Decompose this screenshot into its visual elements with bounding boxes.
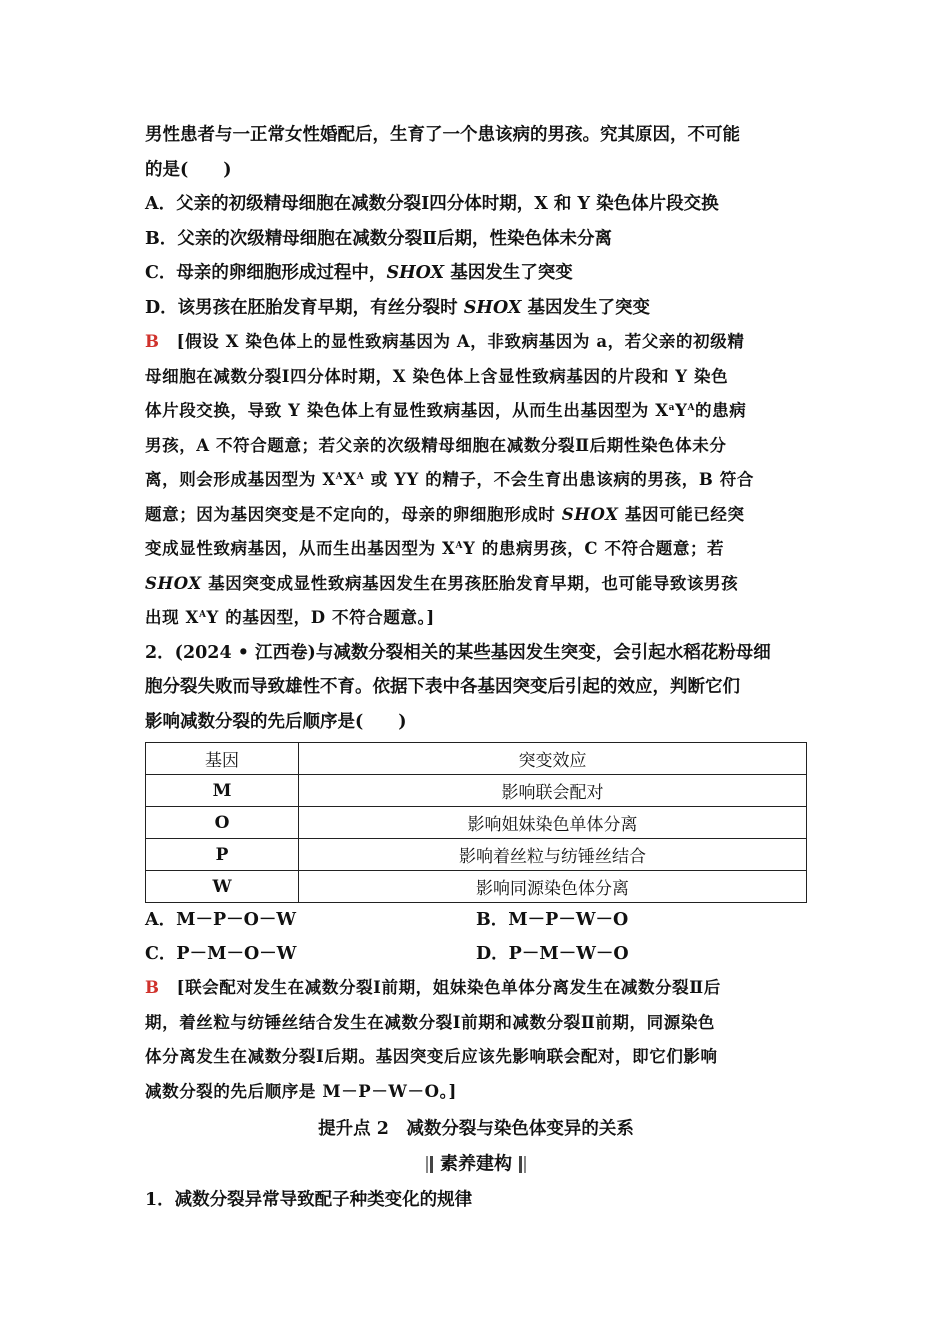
superscript: A <box>198 610 207 620</box>
gene-name: SHOX <box>463 297 522 318</box>
explanation-text: 题意；因为基因突变是不定向的，母亲的卵细胞形成时 <box>145 504 562 524</box>
table-cell-gene: M <box>146 775 299 807</box>
q2-option-b: B．M－P－W－O <box>476 910 629 930</box>
table-row <box>146 871 807 903</box>
gene-name: SHOX <box>145 573 202 593</box>
explanation-text: 的患病 <box>695 401 747 420</box>
banner-bar-decoration <box>426 1156 428 1173</box>
banner-bar-decoration <box>524 1156 526 1173</box>
explanation-text: Y <box>675 401 688 420</box>
explanation-text: 离，则会形成基因型为 X <box>145 470 336 489</box>
answer-letter: B <box>145 978 160 997</box>
gene-effect-table <box>145 742 807 903</box>
q1-option-a: A．父亲的初级精母细胞在减数分裂Ⅰ四分体时期，X 和 Y 染色体片段交换 <box>145 194 719 214</box>
q2-options-row <box>145 903 807 937</box>
explanation-text: Y 的基因型，D 不符合题意。] <box>206 608 435 627</box>
section-item-1: 1．减数分裂异常导致配子种类变化的规律 <box>145 1190 473 1210</box>
q1-option-d <box>145 291 807 326</box>
q2-option-c: C．P－M－O－W <box>145 944 297 964</box>
explanation-line <box>145 463 807 498</box>
q2-explanation <box>145 971 807 1109</box>
explanation-line <box>145 532 807 567</box>
explanation-line <box>145 325 807 360</box>
q2-stem-line-3: 影响减数分裂的先后顺序是( ) <box>145 711 407 732</box>
table-header: 突变效应 <box>299 743 807 775</box>
table-header-row <box>146 743 807 775</box>
table-row <box>146 807 807 839</box>
explanation-line <box>145 601 807 636</box>
explanation-text: Y 的患病男孩，C 不符合题意；若 <box>463 539 725 558</box>
explanation-text: 出现 X <box>145 608 199 627</box>
table-cell-effect: 影响联会配对 <box>299 775 807 807</box>
gene-name: SHOX <box>561 504 619 524</box>
q1-option-c-text-end: 基因发生了突变 <box>444 263 573 283</box>
explanation-line: 男孩，A 不符合题意；若父亲的次级精母细胞在减数分裂Ⅱ后期性染色体未分 <box>145 435 727 455</box>
explanation-line: 期，着丝粒与纺锤丝结合发生在减数分裂Ⅰ前期和减数分裂Ⅱ前期，同源染色 <box>145 1012 716 1032</box>
answer-letter: B <box>145 332 160 351</box>
table-header: 基因 <box>146 743 299 775</box>
q1-option-c <box>145 256 807 291</box>
q1-option-b: B．父亲的次级精母细胞在减数分裂Ⅱ后期，性染色体未分离 <box>145 228 613 249</box>
explanation-text: 或 YY 的精子，不会生育出患该病的男孩，B 符合 <box>364 470 754 489</box>
superscript: A <box>356 472 365 482</box>
table-cell-effect: 影响同源染色体分离 <box>299 871 807 903</box>
superscript: A <box>687 403 696 413</box>
q2-stem-line-1: 2．(2024 • 江西卷)与减数分裂相关的某些基因发生突变，会引起水稻花粉母细 <box>145 642 771 663</box>
explanation-line <box>145 971 807 1006</box>
gene-name: SHOX <box>386 263 445 283</box>
superscript: A <box>455 541 464 551</box>
table-cell-gene: W <box>146 871 299 903</box>
explanation-line <box>145 567 807 602</box>
explanation-text: [假设 X 染色体上的显性致病基因为 A，非致病基因为 a，若父亲的初级精 <box>176 332 745 351</box>
document-page <box>145 118 807 1217</box>
explanation-text: 基因突变成显性致病基因发生在男孩胚胎发育早期，也可能导致该男孩 <box>201 573 739 593</box>
table-cell-gene: P <box>146 839 299 871</box>
q1-explanation <box>145 325 807 636</box>
banner-bar-decoration <box>519 1156 522 1173</box>
q2-stem-line-2: 胞分裂失败而导致雄性不育。依据下表中各基因突变后引起的效应，判断它们 <box>145 677 740 697</box>
q2-options-row <box>145 937 807 971</box>
section-title: 提升点 2 减数分裂与染色体变异的关系 <box>318 1119 634 1139</box>
explanation-line: 母细胞在减数分裂Ⅰ四分体时期，X 染色体上含显性致病基因的片段和 Y 染色 <box>145 366 729 386</box>
superscript: a <box>668 403 676 413</box>
q1-stem-line-2: 的是( ) <box>145 159 232 180</box>
explanation-text: 体片段交换，导致 Y 染色体上有显性致病基因，从而生出基因型为 X <box>145 401 669 420</box>
superscript: A <box>335 472 344 482</box>
table-cell-gene: O <box>146 807 299 839</box>
section-banner <box>145 1149 807 1179</box>
table-cell-effect: 影响姐妹染色单体分离 <box>299 807 807 839</box>
explanation-line: 体分离发生在减数分裂Ⅰ后期。基因突变后应该先影响联会配对，即它们影响 <box>145 1047 718 1066</box>
q1-option-d-text: D．该男孩在胚胎发育早期，有丝分裂时 <box>145 297 464 318</box>
q2-option-a: A．M－P－O－W <box>145 910 297 930</box>
banner-text: 素养建构 <box>440 1153 512 1175</box>
explanation-line <box>145 498 807 533</box>
banner-bar-decoration <box>430 1156 433 1173</box>
table-cell-effect: 影响着丝粒与纺锤丝结合 <box>299 839 807 871</box>
explanation-line <box>145 394 807 429</box>
explanation-text: 基因可能已经突 <box>618 504 745 524</box>
table-row <box>146 775 807 807</box>
q1-option-c-text: C．母亲的卵细胞形成过程中， <box>145 263 387 283</box>
explanation-text: [联会配对发生在减数分裂Ⅰ前期，姐妹染色单体分离发生在减数分裂Ⅱ后 <box>176 978 721 997</box>
explanation-text: X <box>343 470 357 489</box>
explanation-line: 减数分裂的先后顺序是 M－P－W－O。] <box>145 1081 457 1101</box>
q1-stem-line-1: 男性患者与一正常女性婚配后，生育了一个患该病的男孩。究其原因，不可能 <box>145 125 740 145</box>
table-row <box>146 839 807 871</box>
explanation-text: 变成显性致病基因，从而生出基因型为 X <box>145 539 456 558</box>
q1-option-d-text-end: 基因发生了突变 <box>521 297 651 318</box>
q2-option-d: D．P－M－W－O <box>476 944 629 964</box>
